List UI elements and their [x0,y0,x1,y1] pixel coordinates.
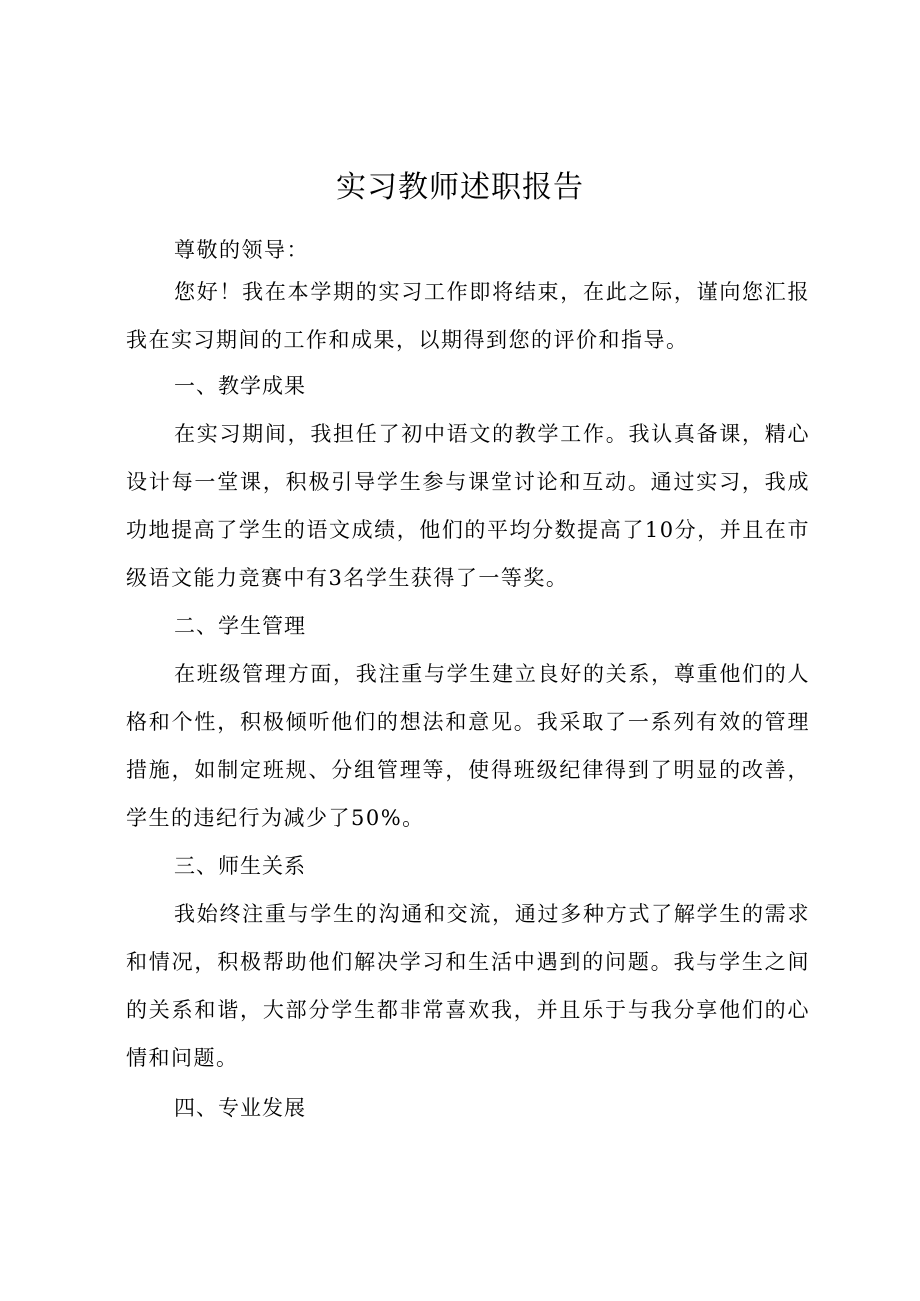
intro-paragraph: 您好！我在本学期的实习工作即将结束，在此之际，谨向您汇报我在实习期间的工作和成果，以期得到您的评价和指导。 [126,280,810,352]
salutation: 尊敬的领导： [174,238,309,262]
section-body-teacher-student-relations: 我始终注重与学生的沟通和交流，通过多种方式了解学生的需求和情况，积极帮助他们解决学习和生活中遇到的问题。我与学生之间的关系和谐，大部分学生都非常喜欢我，并且乐于与我分享他们的心情和问题。 [126,902,810,1070]
section-heading-teacher-student-relations: 三、师生关系 [174,854,306,878]
section-heading-teaching-results: 一、教学成果 [174,374,306,398]
section-heading-student-management: 二、学生管理 [174,614,306,638]
section-heading-professional-development: 四、专业发展 [174,1096,306,1120]
section-body-teaching-results: 在实习期间，我担任了初中语文的教学工作。我认真备课，精心设计每一堂课，积极引导学生参与课堂讨论和互动。通过实习，我成功地提高了学生的语文成绩，他们的平均分数提高了10分，并且在市级语文能力竞赛中有3名学生获得了一等奖。 [126,422,810,590]
document-title: 实习教师述职报告 [336,170,584,205]
section-body-student-management: 在班级管理方面，我注重与学生建立良好的关系，尊重他们的人格和个性，积极倾听他们的想法和意见。我采取了一系列有效的管理措施，如制定班规、分组管理等，使得班级纪律得到了明显的改善，学生的违纪行为减少了50%。 [126,662,810,830]
